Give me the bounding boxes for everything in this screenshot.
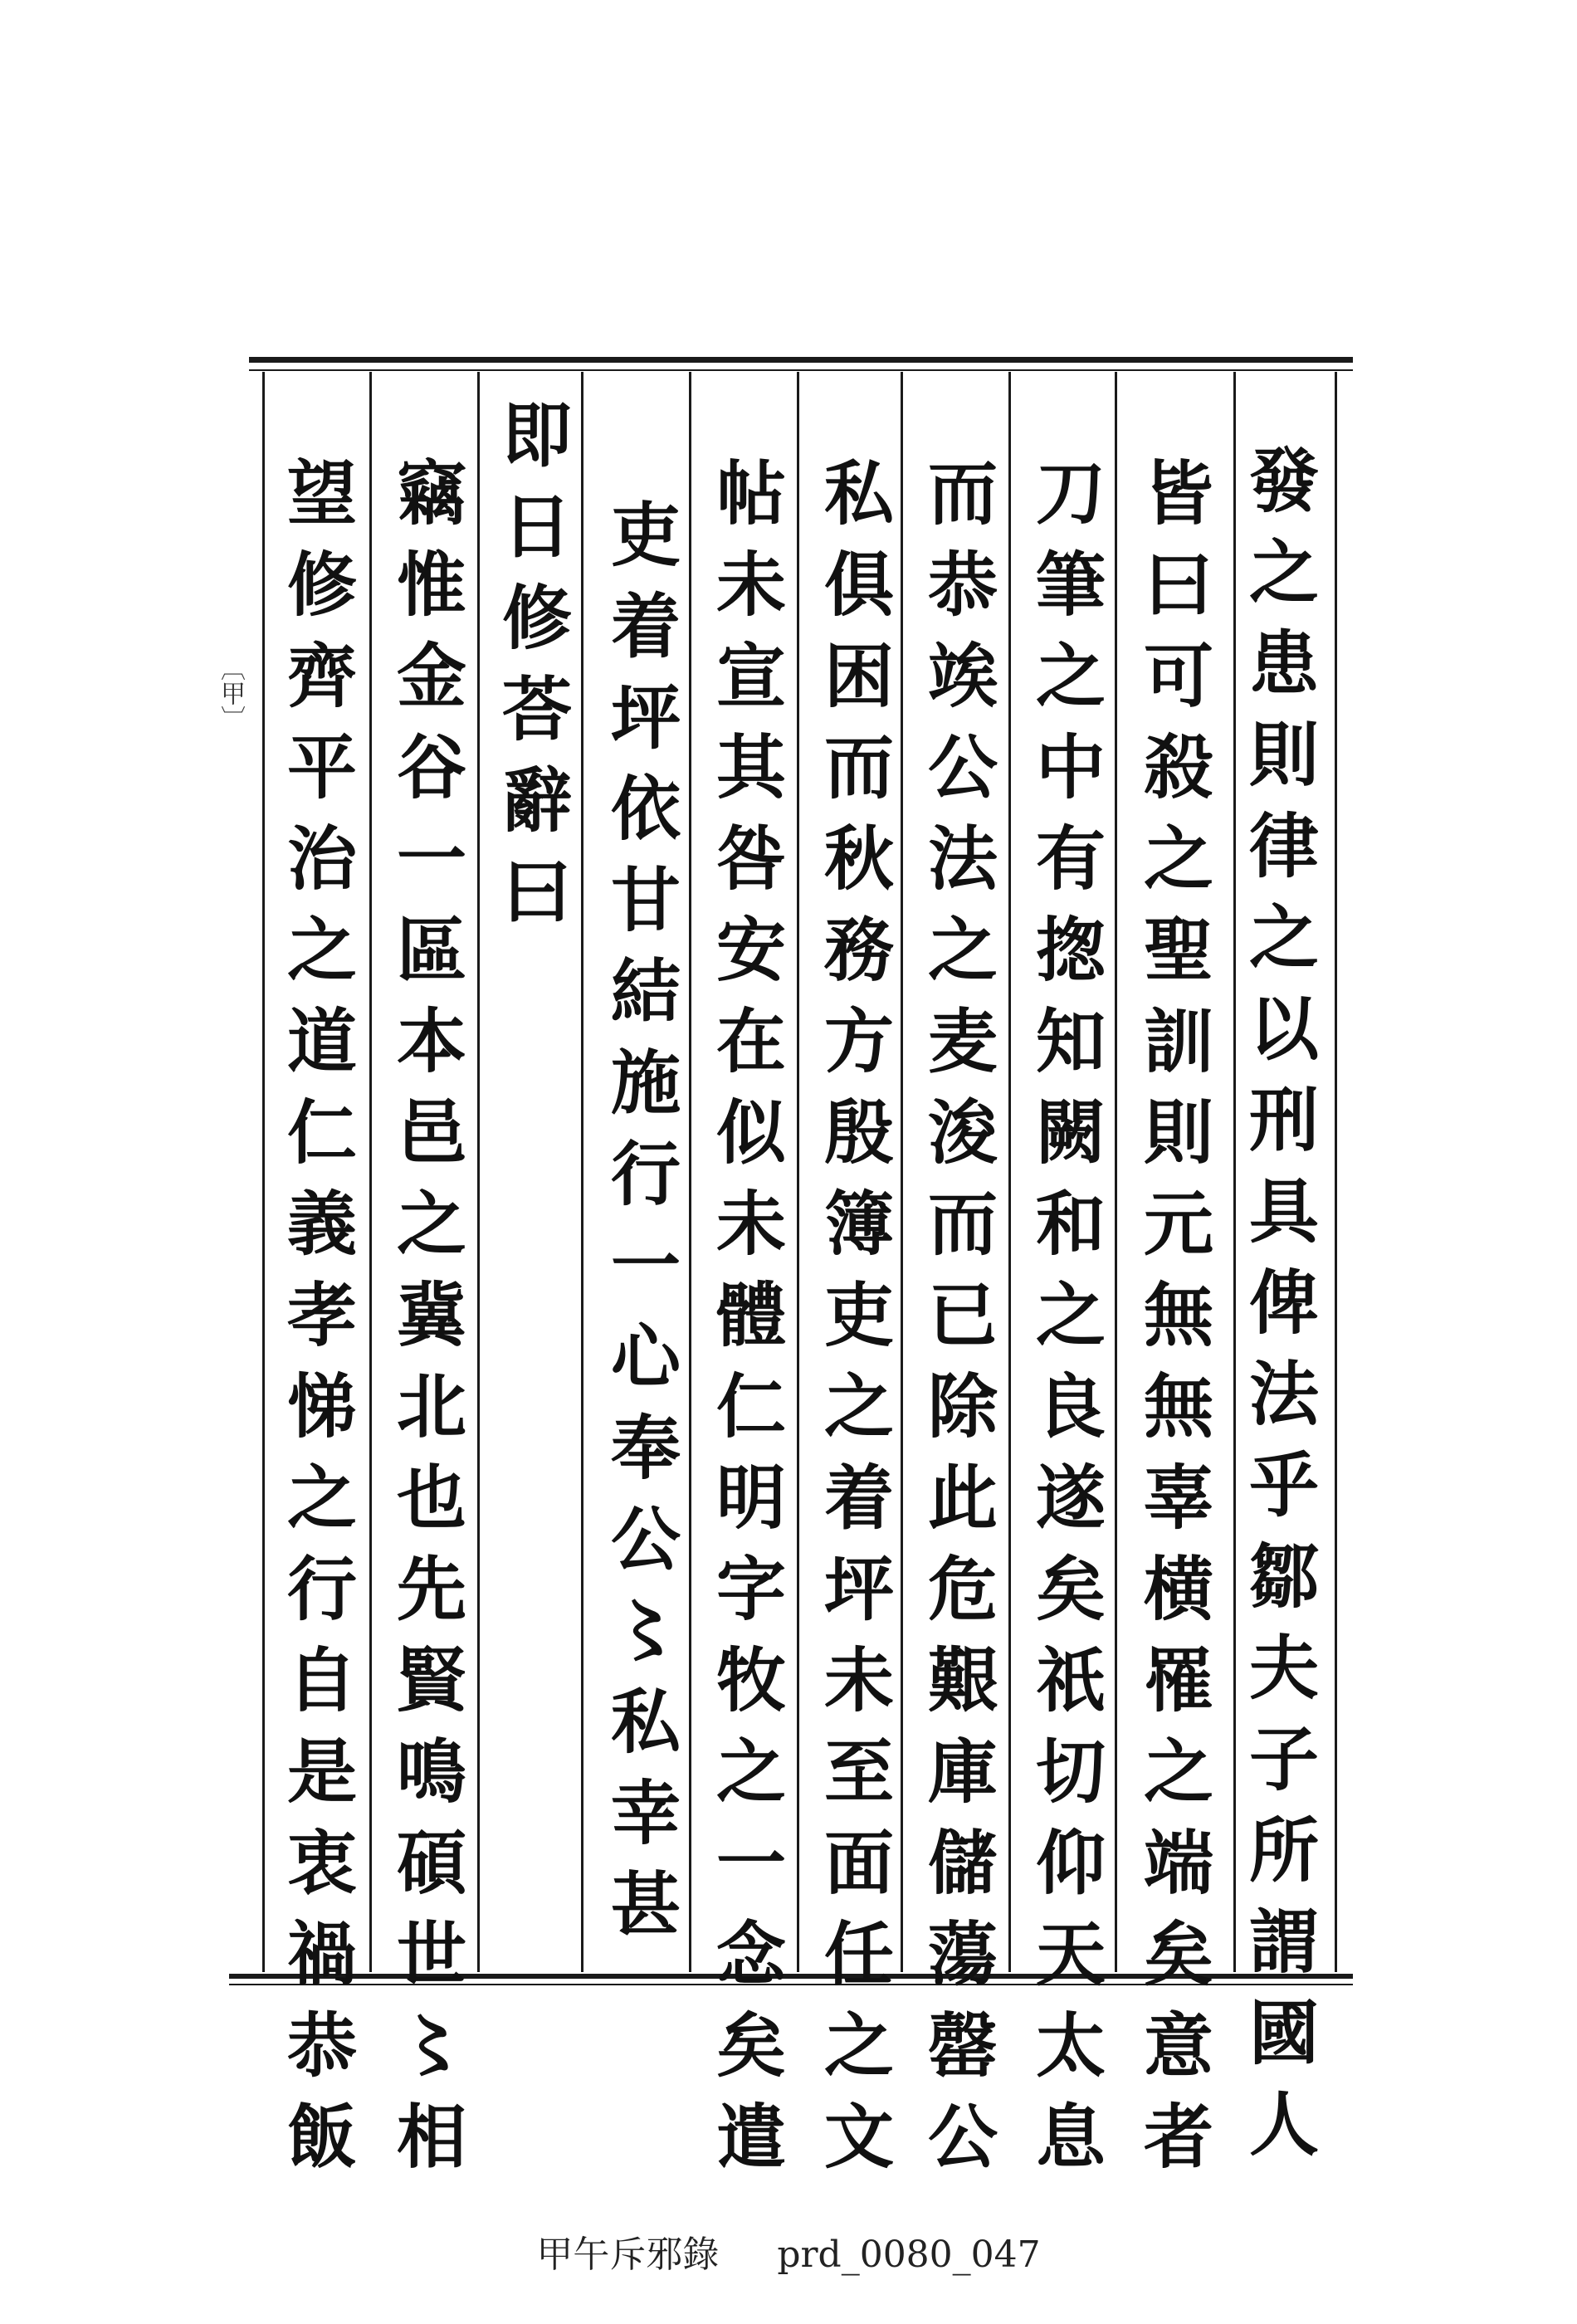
column-character: 良 [1035,1365,1106,1448]
column-character: 也 [396,1457,466,1539]
column-character: 北 [396,1365,466,1448]
column-character: 結 [610,950,681,1033]
column-character: 律 [1248,805,1319,887]
column-character: 法 [927,818,998,900]
column-character: 之 [1143,1731,1213,1813]
column-character: 是 [286,1731,357,1813]
column-character: 竊 [396,452,466,535]
column-character: 至 [823,1731,894,1813]
column-character: 其 [715,726,786,808]
column-character: 方 [823,1000,894,1082]
column-character: 曰 [1143,544,1213,626]
column-character: 太 [1035,2004,1106,2087]
column-character: 一 [715,1822,786,1904]
column-character: 宣 [715,635,786,717]
column-character: 殷 [823,1091,894,1174]
column-character: 遣 [715,2096,786,2178]
column-character: 平 [286,726,357,808]
column-character: 中 [1035,726,1106,808]
frame-top-inner-border [249,369,1353,371]
column-character: 孝 [286,1274,357,1356]
column-character: 之 [396,1183,466,1265]
column-character: 除 [927,1365,998,1448]
column-character: 公 [927,2096,998,2178]
column-character: 着 [823,1457,894,1539]
column-character: 悌 [286,1365,357,1448]
column-character: 此 [927,1457,998,1539]
column-character: 艱 [927,1639,998,1721]
column-character: 碩 [396,1822,466,1904]
column-character: 聖 [1143,909,1213,991]
column-character: 惟 [396,544,466,626]
column-character: 道 [286,1000,357,1082]
column-character: 辜 [1143,1457,1213,1539]
column-character: 祇 [1035,1639,1106,1721]
column-character: 乎 [1248,1444,1319,1526]
column-character: 之 [823,2004,894,2087]
column-character: 世 [396,1913,466,1995]
column-character: 一 [610,1224,681,1306]
column-character: 恭 [927,544,998,626]
column-character: 金 [396,635,466,717]
column-character: 訓 [1143,1000,1213,1082]
column-character: 殺 [1143,726,1213,808]
column-character: 公 [927,726,998,808]
column-character: 安 [715,909,786,991]
column-character: 有 [1035,818,1106,900]
column-character: 矣 [1035,1548,1106,1630]
column-character: 秋 [823,818,894,900]
column-character: 面 [823,1822,894,1904]
column-character: 齊 [286,635,357,717]
column-character: 天 [1035,1913,1106,1995]
text-column [818,448,901,2178]
column-character: 者 [1143,2096,1213,2178]
column-character: 筆 [1035,544,1106,626]
column-character: 公 [610,1498,681,1580]
column-character: 無 [1143,1274,1213,1356]
text-column [496,390,579,1909]
column-character: 法 [1248,1353,1319,1435]
column-character: 則 [1143,1091,1213,1174]
column-character: 曰 [501,851,572,933]
column-character: 之 [715,1731,786,1813]
column-character: 俱 [823,544,894,626]
column-character: 恭 [286,2004,357,2087]
column-character: 儲 [927,1822,998,1904]
column-character: 之 [286,1457,357,1539]
text-column [604,490,687,2009]
column-character: 竢 [927,635,998,717]
column-character: 而 [927,1183,998,1265]
column-character: 私 [823,452,894,535]
column-character: 而 [823,726,894,808]
column-character: 元 [1143,1183,1213,1265]
column-rule [689,372,691,1972]
column-character: 義 [286,1183,357,1265]
column-rule [262,372,265,1972]
column-character: 望 [286,452,357,535]
text-column [1137,448,1220,2178]
column-character: 修 [501,577,572,659]
column-character: 仰 [1035,1822,1106,1904]
column-rule [581,372,583,1972]
column-character: 依 [610,768,681,850]
text-column [710,448,793,2178]
column-rule [1008,372,1011,1972]
column-character: 矣 [715,2004,786,2087]
column-character: 鳴 [396,1731,466,1813]
column-character: 所 [1248,1809,1319,1892]
text-column [390,448,473,2178]
column-character: 之 [1035,1274,1106,1356]
column-character: 横 [1143,1548,1213,1630]
column-rule [797,372,799,1972]
column-character: 蕩 [927,1913,998,1995]
column-character: 之 [823,1365,894,1448]
column-character: 罄 [927,2004,998,2087]
column-character: 先 [396,1548,466,1630]
page-footer [0,2224,1577,2278]
column-character: 意 [1143,2004,1213,2087]
column-character: 任 [823,1913,894,1995]
column-character: 未 [823,1639,894,1721]
column-character: 和 [1035,1183,1106,1265]
column-character: 罹 [1143,1639,1213,1721]
column-character: 帖 [715,452,786,535]
column-character: 遂 [1035,1457,1106,1539]
column-character: 俾 [1248,1262,1319,1344]
footer-page-id: prd_0080_047 [777,2234,1041,2276]
column-character: 刀 [1035,452,1106,535]
column-character: 區 [396,909,466,991]
column-character: 冀 [396,1274,466,1356]
column-character: 相 [396,2096,466,2178]
column-character: 坪 [823,1548,894,1630]
column-character: 即 [501,394,572,476]
margin-mark: 〔甲〕 [216,656,245,730]
column-character: 心 [610,1316,681,1398]
column-character: 治 [286,818,357,900]
column-character: 甘 [610,859,681,941]
column-character: 庫 [927,1731,998,1813]
column-character: 明 [715,1457,786,1539]
column-character: 而 [927,452,998,535]
column-character: 鄒 [1248,1536,1319,1618]
column-character: 坪 [610,676,681,759]
column-character: 〻 [610,1589,681,1672]
column-character: 牧 [715,1639,786,1721]
column-character: 之 [1035,635,1106,717]
column-rule [1335,372,1337,1972]
column-character: 施 [610,1042,681,1124]
column-character: 之 [1248,531,1319,613]
column-character: 仁 [715,1365,786,1448]
column-character: 皆 [1143,452,1213,535]
column-character: 〻 [396,2004,466,2087]
column-character: 浚 [927,1091,998,1174]
column-character: 甚 [610,1863,681,1946]
column-character: 人 [1248,2083,1319,2165]
column-character: 國 [1248,1992,1319,2074]
column-character: 務 [823,909,894,991]
column-character: 矣 [1143,1913,1213,1995]
frame-top-border [249,357,1353,363]
column-character: 切 [1035,1731,1106,1813]
column-character: 之 [927,909,998,991]
column-character: 衷 [286,1822,357,1904]
column-rule [901,372,903,1972]
column-rule [1233,372,1236,1972]
column-rule [369,372,372,1972]
column-character: 夫 [1248,1627,1319,1709]
column-character: 辭 [501,759,572,842]
column-character: 謂 [1248,1901,1319,1983]
column-character: 患 [1248,622,1319,705]
column-character: 之 [1248,896,1319,979]
column-character: 可 [1143,635,1213,717]
text-column [281,448,364,2178]
column-rule [1115,372,1117,1972]
column-character: 本 [396,1000,466,1082]
column-character: 已 [927,1274,998,1356]
column-character: 仁 [286,1091,357,1174]
column-character: 刑 [1248,1079,1319,1161]
column-character: 邑 [396,1091,466,1174]
column-character: 咎 [715,818,786,900]
column-character: 端 [1143,1822,1213,1904]
column-character: 念 [715,1913,786,1995]
column-character: 則 [1248,714,1319,796]
column-character: 在 [715,1000,786,1082]
footer-title: 甲午斥邪錄 [536,2234,720,2276]
column-character: 文 [823,2096,894,2178]
column-character: 無 [1143,1365,1213,1448]
column-character: 着 [610,585,681,667]
column-rule [477,372,480,1972]
column-character: 荅 [501,668,572,750]
text-column [1243,436,1326,2165]
column-character: 發 [1248,440,1319,522]
column-character: 未 [715,1183,786,1265]
column-character: 困 [823,635,894,717]
column-character: 幸 [610,1772,681,1854]
column-character: 揔 [1035,909,1106,991]
column-character: 似 [715,1091,786,1174]
column-character: 谷 [396,726,466,808]
text-column [1029,448,1112,2178]
column-character: 修 [286,544,357,626]
column-character: 闕 [1035,1091,1106,1174]
column-character: 私 [610,1681,681,1763]
column-character: 奉 [610,1407,681,1489]
column-character: 之 [286,909,357,991]
column-character: 麦 [927,1000,998,1082]
column-character: 危 [927,1548,998,1630]
column-character: 未 [715,544,786,626]
column-character: 息 [1035,2096,1106,2178]
column-character: 之 [1143,818,1213,900]
column-character: 知 [1035,1000,1106,1082]
text-column [921,448,1004,2178]
column-character: 賢 [396,1639,466,1721]
column-character: 行 [610,1133,681,1215]
column-character: 體 [715,1274,786,1356]
column-character: 一 [396,818,466,900]
column-character: 字 [715,1548,786,1630]
column-character: 子 [1248,1718,1319,1800]
column-character: 吏 [823,1274,894,1356]
column-character: 飯 [286,2096,357,2178]
column-character: 吏 [610,494,681,576]
column-character: 日 [501,486,572,568]
column-character: 以 [1248,988,1319,1070]
column-character: 具 [1248,1170,1319,1252]
column-character: 自 [286,1639,357,1721]
column-character: 禍 [286,1913,357,1995]
column-character: 簿 [823,1183,894,1265]
column-character: 行 [286,1548,357,1630]
